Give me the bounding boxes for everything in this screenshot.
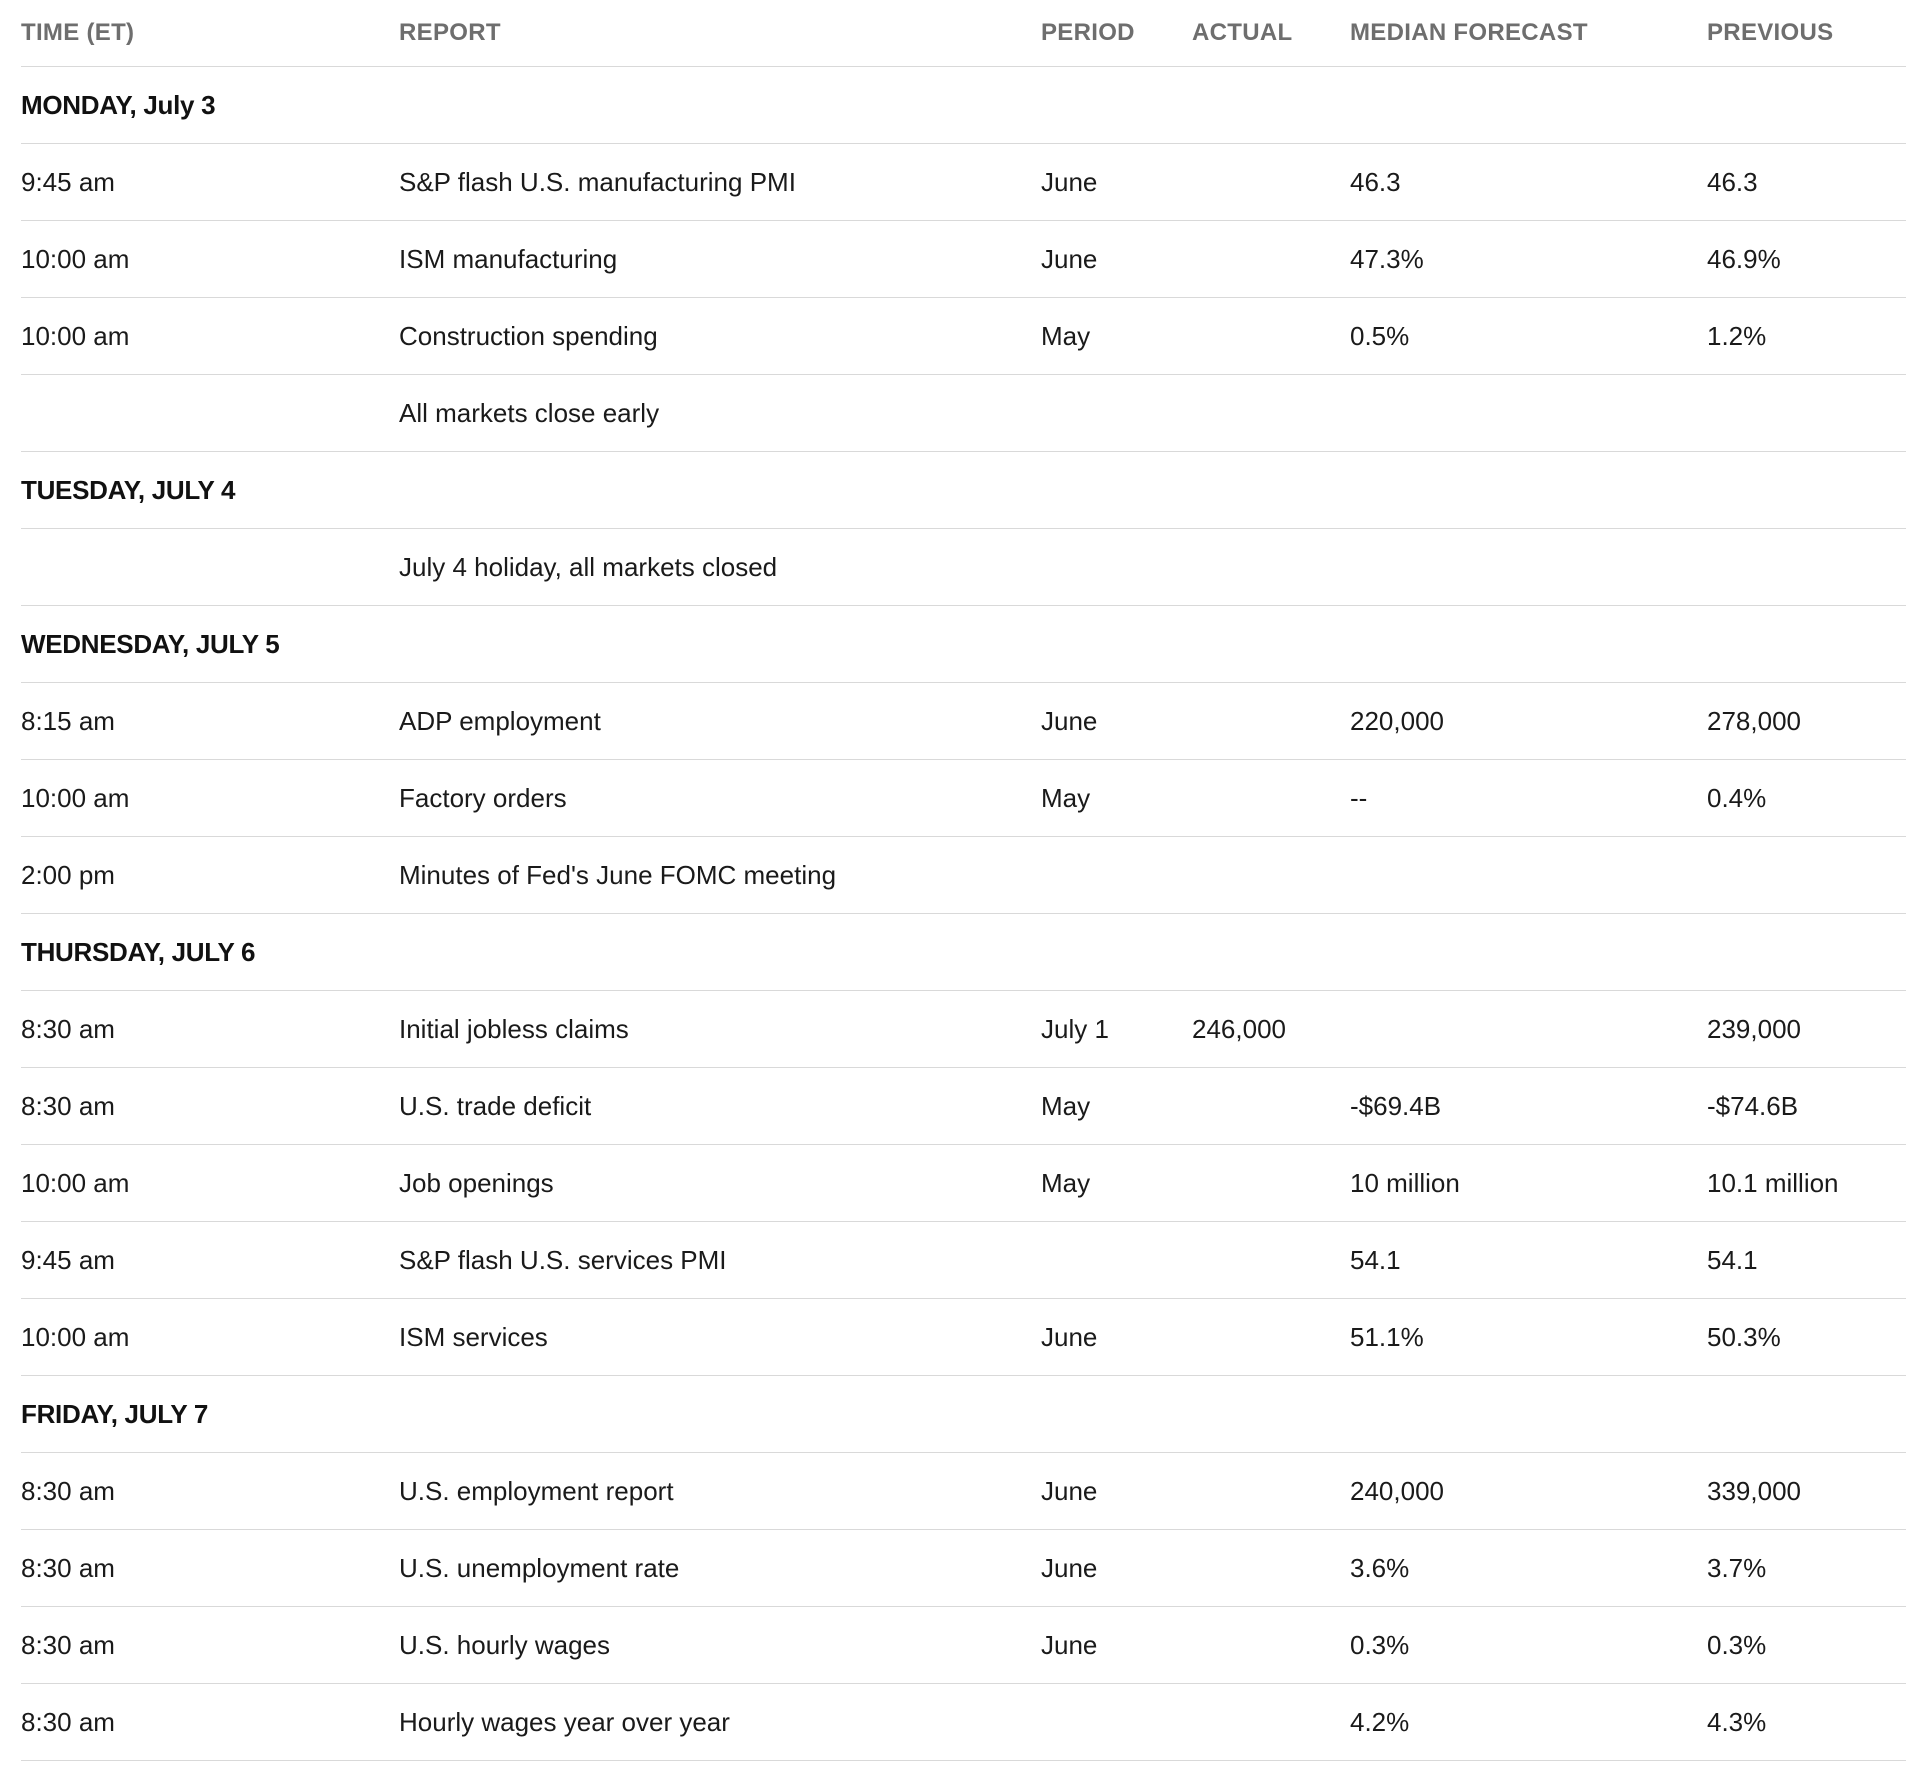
table-row: [21, 1145, 1906, 1222]
cell-forecast: 10 million: [1350, 1167, 1460, 1198]
table-row: [21, 1299, 1906, 1376]
cell-report: July 4 holiday, all markets closed: [399, 551, 778, 582]
table-row: [21, 1607, 1906, 1684]
cell-report: S&P flash U.S. services PMI: [399, 1244, 727, 1275]
cell-report: All markets close early: [399, 397, 660, 428]
cell-period: June: [1041, 166, 1098, 197]
column-header-previous: PREVIOUS: [1707, 19, 1834, 46]
table-row: [21, 1684, 1906, 1761]
cell-previous: 339,000: [1707, 1475, 1801, 1506]
cell-period: May: [1041, 320, 1091, 351]
cell-period: June: [1041, 243, 1098, 274]
cell-previous: 0.4%: [1707, 782, 1767, 813]
cell-time: 9:45 am: [21, 166, 115, 197]
cell-previous: 50.3%: [1707, 1321, 1781, 1352]
column-header-time: TIME (ET): [21, 19, 135, 46]
cell-time: 10:00 am: [21, 1321, 130, 1352]
cell-forecast: 46.3: [1350, 166, 1401, 197]
cell-time: 10:00 am: [21, 243, 130, 274]
cell-time: 8:30 am: [21, 1090, 115, 1121]
cell-time: 8:30 am: [21, 1552, 115, 1583]
cell-report: Minutes of Fed's June FOMC meeting: [399, 859, 837, 890]
table-row: [21, 221, 1906, 298]
table-row: [21, 1222, 1906, 1299]
cell-period: June: [1041, 1629, 1098, 1660]
cell-report: Hourly wages year over year: [399, 1706, 730, 1737]
cell-previous: 278,000: [1707, 705, 1801, 736]
table-row: [21, 375, 1906, 452]
day-label: THURSDAY, JULY 6: [21, 936, 256, 967]
cell-report: U.S. employment report: [399, 1475, 674, 1506]
cell-period: May: [1041, 1090, 1091, 1121]
cell-report: ADP employment: [399, 705, 601, 736]
cell-previous: 10.1 million: [1707, 1167, 1839, 1198]
cell-forecast: 0.5%: [1350, 320, 1410, 351]
column-header-period: PERIOD: [1041, 19, 1135, 46]
cell-forecast: 51.1%: [1350, 1321, 1424, 1352]
cell-time: 10:00 am: [21, 1167, 130, 1198]
cell-previous: 239,000: [1707, 1013, 1801, 1044]
cell-period: June: [1041, 705, 1098, 736]
column-header-forecast: MEDIAN FORECAST: [1350, 19, 1588, 46]
cell-time: 9:45 am: [21, 1244, 115, 1275]
cell-period: June: [1041, 1475, 1098, 1506]
cell-report: Factory orders: [399, 782, 567, 813]
cell-forecast: 47.3%: [1350, 243, 1424, 274]
day-label: TUESDAY, JULY 4: [21, 474, 236, 505]
cell-report: Initial jobless claims: [399, 1013, 629, 1044]
table-row: [21, 144, 1906, 221]
table-row: [21, 837, 1906, 914]
table-row: [21, 1068, 1906, 1145]
column-header-report: REPORT: [399, 19, 501, 46]
economic-calendar-table: [21, 0, 1906, 1761]
table-row: [21, 529, 1906, 606]
cell-forecast: 4.2%: [1350, 1706, 1410, 1737]
cell-forecast: 3.6%: [1350, 1552, 1410, 1583]
table-row: [21, 1530, 1906, 1607]
cell-previous: 46.9%: [1707, 243, 1781, 274]
table-row: [21, 683, 1906, 760]
cell-report: Construction spending: [399, 320, 658, 351]
cell-period: June: [1041, 1552, 1098, 1583]
cell-time: 8:15 am: [21, 705, 115, 736]
cell-report: S&P flash U.S. manufacturing PMI: [399, 166, 796, 197]
cell-period: May: [1041, 1167, 1091, 1198]
day-section-header: [21, 67, 1906, 144]
cell-previous: 3.7%: [1707, 1552, 1767, 1583]
cell-report: ISM manufacturing: [399, 243, 618, 274]
cell-period: July 1: [1041, 1013, 1109, 1044]
cell-previous: 1.2%: [1707, 320, 1767, 351]
cell-time: 8:30 am: [21, 1706, 115, 1737]
cell-previous: 0.3%: [1707, 1629, 1767, 1660]
cell-forecast: 0.3%: [1350, 1629, 1410, 1660]
table-header-row: [21, 0, 1906, 67]
cell-report: Job openings: [399, 1167, 554, 1198]
cell-actual: 246,000: [1192, 1013, 1286, 1044]
table-row: [21, 991, 1906, 1068]
cell-period: May: [1041, 782, 1091, 813]
day-label: MONDAY, July 3: [21, 89, 216, 120]
cell-time: 2:00 pm: [21, 859, 115, 890]
cell-forecast: -$69.4B: [1350, 1090, 1442, 1121]
cell-time: 10:00 am: [21, 782, 130, 813]
cell-time: 8:30 am: [21, 1013, 115, 1044]
cell-report: U.S. hourly wages: [399, 1629, 610, 1660]
cell-forecast: 240,000: [1350, 1475, 1444, 1506]
cell-time: 8:30 am: [21, 1475, 115, 1506]
cell-previous: 54.1: [1707, 1244, 1758, 1275]
table-row: [21, 298, 1906, 375]
table-row: [21, 760, 1906, 837]
cell-time: 8:30 am: [21, 1629, 115, 1660]
cell-report: ISM services: [399, 1321, 548, 1352]
cell-previous: -$74.6B: [1707, 1090, 1799, 1121]
cell-previous: 46.3: [1707, 166, 1758, 197]
table-body: [21, 67, 1906, 1761]
cell-previous: 4.3%: [1707, 1706, 1767, 1737]
cell-forecast: 54.1: [1350, 1244, 1401, 1275]
day-section-header: [21, 1376, 1906, 1453]
day-label: FRIDAY, JULY 7: [21, 1398, 209, 1429]
table-row: [21, 1453, 1906, 1530]
day-label: WEDNESDAY, JULY 5: [21, 628, 280, 659]
cell-period: June: [1041, 1321, 1098, 1352]
column-header-actual: ACTUAL: [1192, 19, 1293, 46]
day-section-header: [21, 914, 1906, 991]
cell-time: 10:00 am: [21, 320, 130, 351]
day-section-header: [21, 606, 1906, 683]
cell-report: U.S. unemployment rate: [399, 1552, 680, 1583]
day-section-header: [21, 452, 1906, 529]
cell-report: U.S. trade deficit: [399, 1090, 592, 1121]
cell-forecast: --: [1350, 782, 1368, 813]
cell-forecast: 220,000: [1350, 705, 1444, 736]
